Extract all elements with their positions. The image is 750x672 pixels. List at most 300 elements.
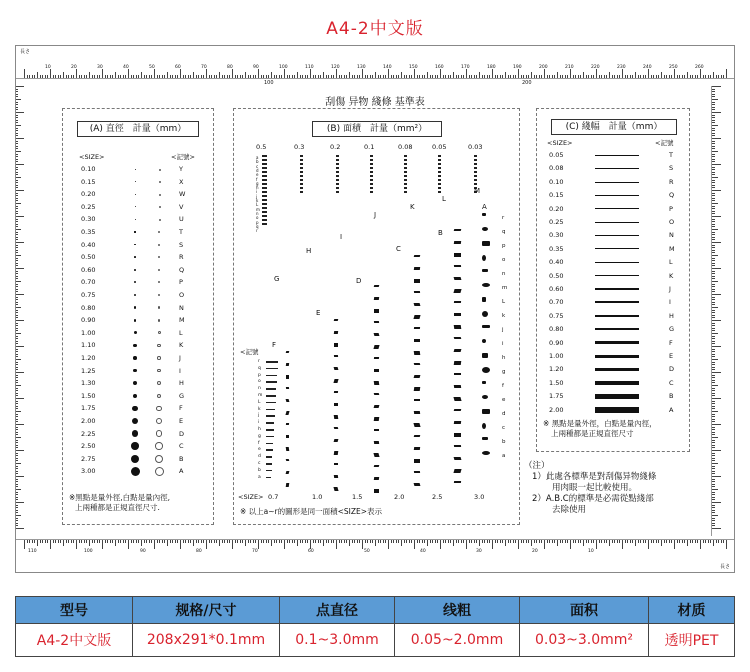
ruler-tick: [599, 540, 600, 543]
ruler-tick: [216, 75, 217, 78]
ruler-tick: [16, 172, 18, 173]
ruler-tick: [331, 540, 332, 543]
ruler-tick: [712, 276, 715, 277]
ruler-tick: [712, 398, 721, 399]
black-dot: [135, 169, 136, 170]
area-mark: [414, 255, 421, 257]
ruler-tick: [60, 540, 61, 543]
size-label: <SIZE>: [238, 493, 264, 501]
ruler-tick: [456, 75, 457, 78]
area-mark: [474, 163, 477, 165]
ruler-tick: [712, 187, 715, 188]
ruler-right: [711, 86, 734, 536]
ruler-tick: [16, 445, 18, 446]
ruler-tick: [16, 226, 18, 227]
area-mark: [374, 441, 379, 444]
ruler-tick: [16, 146, 18, 147]
size-value: 0.75: [81, 291, 96, 299]
ruler-tick: [614, 540, 615, 543]
ruler-tick: [97, 540, 98, 543]
ruler-label: 240: [643, 65, 652, 70]
ruler-tick: [638, 75, 639, 78]
area-mark: [482, 395, 488, 399]
area-mark: [286, 399, 290, 402]
area-mark: [474, 171, 477, 173]
ruler-tick: [118, 75, 119, 78]
ruler-tick: [37, 72, 38, 78]
ruler-tick: [84, 540, 85, 543]
ruler-tick: [630, 540, 631, 543]
ruler-tick: [521, 75, 522, 78]
ruler-tick: [16, 408, 18, 409]
ruler-tick: [721, 75, 722, 78]
ruler-tick: [16, 432, 18, 433]
ruler-tick: [315, 540, 316, 543]
ruler-tick: [495, 540, 496, 543]
ruler-tick: [712, 135, 715, 136]
ruler-tick: [318, 75, 319, 78]
ruler-tick: [712, 278, 715, 279]
ruler-tick: [588, 75, 589, 78]
code-value: E: [179, 417, 184, 425]
ruler-tick: [55, 75, 56, 78]
ruler-tick: [263, 540, 264, 543]
area-mark: [374, 357, 379, 359]
ruler-tick: [544, 69, 545, 78]
corner-label: 長さ: [20, 49, 31, 55]
ruler-tick: [712, 182, 715, 183]
ruler-tick: [151, 540, 152, 543]
white-dot: [159, 219, 161, 221]
ruler-tick: [307, 540, 308, 543]
ruler-tick: [375, 540, 376, 546]
ruler-tick: [712, 328, 715, 329]
ruler-tick: [16, 271, 18, 272]
line-sample: [595, 288, 639, 290]
ruler-tick: [320, 540, 321, 543]
ruler-tick: [502, 75, 503, 78]
ruler-tick: [453, 72, 454, 78]
ruler-tick: [16, 497, 18, 498]
ruler-tick: [505, 540, 506, 546]
ruler-label: 150: [409, 65, 418, 70]
ruler-label: 10: [45, 65, 51, 70]
ruler-tick: [557, 72, 558, 78]
ruler-tick: [684, 75, 685, 78]
ruler-tick: [567, 75, 568, 78]
code-value: O: [669, 218, 675, 226]
ruler-tick: [237, 540, 238, 543]
area-mark: [262, 203, 267, 205]
line-sample: [595, 381, 639, 386]
ruler-tick: [656, 540, 657, 543]
ruler-tick: [354, 540, 355, 543]
ruler-tick: [474, 540, 475, 543]
ruler-tick: [658, 75, 659, 78]
ruler-tick: [712, 390, 715, 391]
ruler-tick: [214, 75, 215, 78]
area-mark: [262, 219, 267, 221]
ruler-tick: [352, 540, 353, 543]
code-value: Q: [669, 191, 675, 200]
ruler-label: 20: [532, 549, 538, 554]
area-mark: [334, 343, 338, 347]
area-mark: [262, 207, 267, 209]
sub-letter: r: [502, 215, 505, 221]
area-mark: [262, 155, 267, 157]
ruler-tick: [71, 75, 72, 78]
ruler-tick: [76, 69, 77, 78]
ruler-tick: [323, 72, 324, 78]
ruler-tick: [279, 75, 280, 78]
ruler-tick: [712, 432, 715, 433]
ruler-tick: [712, 349, 715, 350]
area-mark: [414, 471, 420, 473]
ruler-tick: [105, 540, 106, 543]
spec-header: 点直径: [280, 597, 395, 624]
area-mark: [370, 183, 373, 185]
ruler-tick: [112, 540, 113, 543]
ruler-tick: [71, 540, 72, 543]
ruler-tick: [388, 69, 389, 78]
area-size: 1.5: [352, 493, 363, 501]
ruler-tick: [16, 297, 18, 298]
area-mark: [413, 315, 420, 319]
ruler-tick: [16, 429, 18, 430]
ruler-tick: [712, 408, 715, 409]
black-dot: [132, 406, 137, 411]
code-value: M: [179, 316, 185, 325]
ruler-tick: [261, 540, 262, 543]
ruler-tick: [445, 540, 446, 543]
area-mark: [474, 155, 477, 157]
ruler-tick: [712, 395, 715, 396]
ruler-tick: [692, 540, 693, 543]
area-size: 1.0: [312, 493, 323, 501]
ruler-tick: [157, 75, 158, 78]
size-value: 0.80: [549, 325, 564, 334]
area-mark: [482, 451, 490, 455]
ruler-tick: [354, 75, 355, 78]
ruler-tick: [396, 75, 397, 78]
ruler-tick: [159, 75, 160, 78]
ruler-tick: [196, 75, 197, 78]
area-mark: [482, 269, 488, 272]
ruler-tick: [16, 450, 24, 451]
ruler-tick: [287, 75, 288, 78]
ruler-tick: [242, 540, 243, 543]
ruler-tick: [16, 273, 18, 274]
ruler-tick: [16, 523, 18, 524]
ruler-tick: [489, 75, 490, 78]
sub-letter: f: [502, 383, 504, 389]
ruler-tick: [281, 75, 282, 78]
ruler-tick: [16, 330, 18, 331]
ruler-tick: [712, 141, 715, 142]
size-value: 2.50: [81, 442, 96, 451]
area-mark: [414, 279, 420, 283]
area-mark: [370, 167, 373, 169]
area-mark: [285, 411, 289, 415]
ruler-tick: [712, 211, 715, 212]
ruler-tick: [170, 75, 171, 78]
area-mark: [266, 415, 275, 417]
area-mark: [474, 175, 477, 177]
sub-letter: L: [258, 399, 261, 405]
ruler-tick: [723, 75, 724, 78]
ruler-tick: [443, 540, 444, 543]
ruler-tick: [547, 540, 548, 543]
ruler-tick: [712, 442, 715, 443]
ruler-tick: [712, 458, 715, 459]
ruler-tick: [149, 540, 150, 543]
area-mark: [482, 311, 488, 317]
ruler-tick: [474, 75, 475, 78]
ruler-tick: [16, 375, 18, 376]
area-mark: [300, 175, 303, 177]
ruler-tick: [84, 75, 85, 78]
ruler-tick: [16, 401, 18, 402]
sub-letter: o: [258, 379, 261, 385]
area-mark: [414, 363, 421, 365]
ruler-tick: [302, 540, 303, 543]
ruler-tick: [16, 395, 18, 396]
ruler-tick: [565, 540, 566, 543]
area-size: 0.03: [468, 143, 483, 151]
ruler-tick: [37, 540, 38, 546]
ruler-tick: [712, 505, 715, 506]
line-sample: [595, 328, 639, 330]
area-mark: [414, 327, 420, 329]
ruler-tick: [492, 69, 493, 78]
ruler-tick: [180, 540, 181, 549]
ruler-tick: [466, 540, 467, 549]
ruler-tick: [712, 297, 715, 298]
ruler-tick: [232, 69, 233, 78]
code-value: A: [179, 467, 184, 476]
ruler-tick: [726, 540, 727, 549]
ruler-tick: [235, 540, 236, 543]
ruler-tick: [712, 229, 718, 230]
ruler-tick: [146, 75, 147, 78]
area-mark: [482, 437, 488, 440]
ruler-tick: [712, 468, 715, 469]
area-mark: [300, 155, 303, 157]
ruler-tick: [253, 540, 254, 543]
sub-letter: f: [256, 176, 258, 182]
ruler-tick: [716, 75, 717, 78]
black-dot: [135, 219, 136, 220]
ruler-tick: [237, 75, 238, 78]
ruler-tick: [669, 75, 670, 78]
ruler-tick: [365, 75, 366, 78]
ruler-tick: [617, 540, 618, 543]
area-mark: [336, 155, 339, 157]
ruler-tick: [16, 216, 24, 217]
area-mark: [370, 191, 373, 193]
ruler-tick: [63, 72, 64, 78]
white-dot: [158, 294, 160, 296]
area-mark: [414, 435, 421, 437]
ruler-left: [16, 86, 26, 536]
ruler-tick: [712, 190, 721, 191]
ruler-tick: [580, 75, 581, 78]
ruler-tick: [16, 219, 18, 220]
ruler-tick: [695, 75, 696, 78]
ruler-tick: [443, 75, 444, 78]
group-letter: M: [474, 187, 481, 195]
area-mark: [334, 427, 339, 429]
ruler-tick: [712, 434, 715, 435]
ruler-tick: [16, 156, 18, 157]
ruler-tick: [712, 440, 715, 441]
ruler-tick: [201, 75, 202, 78]
ruler-tick: [398, 75, 399, 78]
ruler-tick: [712, 203, 718, 204]
ruler-tick: [276, 75, 277, 78]
code-value: R: [669, 177, 674, 186]
ruler-tick: [712, 286, 715, 287]
white-dot: [158, 256, 160, 258]
ruler-tick: [66, 75, 67, 78]
ruler-tick: [671, 540, 672, 543]
sub-letter: k: [258, 406, 261, 412]
ruler-tick: [16, 159, 18, 160]
area-mark: [266, 381, 277, 383]
panel-c-note: ※ 黑點是量外徑，白點是量內徑， 上兩種都是正規直徑尺寸: [543, 419, 657, 438]
ruler-tick: [380, 75, 381, 78]
code-value: J: [179, 354, 181, 362]
ruler-tick: [16, 414, 18, 415]
code-value: B: [669, 392, 674, 401]
ruler-tick: [471, 75, 472, 78]
ruler-tick: [627, 75, 628, 78]
black-dot: [134, 256, 136, 258]
ruler-tick: [712, 177, 718, 178]
ruler-tick: [712, 169, 715, 170]
ruler-tick: [16, 310, 18, 311]
ruler-tick: [107, 540, 108, 543]
area-mark: [404, 171, 407, 173]
ruler-tick: [549, 540, 550, 543]
ruler-tick: [712, 450, 721, 451]
ruler-tick: [712, 333, 718, 334]
ruler-tick: [677, 75, 678, 78]
area-mark: [266, 361, 278, 363]
area-mark: [262, 191, 267, 193]
area-mark: [474, 167, 477, 169]
size-value: 2.75: [81, 454, 96, 463]
spec-header: 面积: [520, 597, 649, 624]
panel-b: [233, 108, 520, 525]
ruler-tick: [284, 540, 285, 549]
ruler-label: 40: [123, 65, 129, 70]
ruler-tick: [712, 130, 715, 131]
ruler-tick: [209, 540, 210, 543]
size-value: 1.50: [549, 378, 564, 387]
code-value: Q: [179, 265, 185, 274]
ruler-tick: [622, 540, 623, 549]
ruler-tick: [344, 540, 345, 543]
ruler-tick: [16, 130, 18, 131]
white-dot: [158, 306, 160, 308]
panel-a-note: ※黑點是量外徑,白點是量內徑, 上兩種都是正規直徑尺寸.: [69, 493, 171, 512]
ruler-tick: [396, 540, 397, 543]
ruler-tick: [42, 540, 43, 543]
area-mark: [374, 285, 380, 287]
ruler-tick: [508, 75, 509, 78]
area-mark: [266, 402, 276, 404]
scale-sheet: [15, 45, 735, 573]
ruler-tick: [712, 289, 715, 290]
ruler-tick: [378, 75, 379, 78]
ruler-tick: [588, 540, 589, 543]
ruler-tick: [404, 540, 405, 543]
size-value: 1.75: [549, 392, 564, 401]
ruler-tick: [367, 540, 368, 543]
ruler-tick: [712, 372, 721, 373]
ruler-tick: [16, 294, 24, 295]
size-value: 0.40: [549, 258, 564, 267]
ruler-tick: [656, 75, 657, 78]
area-mark: [404, 163, 407, 165]
ruler-tick: [712, 117, 715, 118]
ruler-tick: [16, 141, 18, 142]
ruler-tick: [159, 540, 160, 543]
area-mark: [334, 415, 339, 419]
code-value: L: [179, 328, 183, 337]
ruler-tick: [365, 540, 366, 543]
ruler-tick: [125, 540, 126, 543]
ruler-tick: [712, 385, 718, 386]
line-sample: [595, 222, 639, 223]
ruler-label: 90: [140, 549, 146, 554]
sub-letter: e: [258, 447, 261, 453]
ruler-tick: [362, 540, 363, 549]
ruler-tick: [313, 540, 314, 543]
size-value: 0.40: [81, 240, 96, 249]
panel-c-head: (C) 綫幅 計量（mm）: [551, 119, 677, 135]
ruler-tick: [102, 540, 103, 549]
ruler-tick: [712, 260, 715, 261]
ruler-tick: [16, 206, 18, 207]
ruler-tick: [712, 463, 718, 464]
ruler-tick: [378, 540, 379, 543]
ruler-tick: [712, 401, 715, 402]
area-mark: [414, 483, 421, 486]
code-value: S: [179, 240, 184, 249]
ruler-tick: [222, 540, 223, 543]
ruler-tick: [687, 540, 688, 546]
white-dot: [159, 206, 161, 208]
area-mark: [373, 453, 379, 457]
ruler-tick: [341, 540, 342, 543]
ruler-tick: [16, 476, 24, 477]
ruler-tick: [125, 75, 126, 78]
ruler-tick: [712, 429, 715, 430]
ruler-tick: [16, 263, 18, 264]
ruler-tick: [712, 226, 715, 227]
ruler-tick: [162, 540, 163, 543]
ruler-tick: [274, 75, 275, 78]
ruler-label: 230: [617, 65, 626, 70]
ruler-tick: [526, 75, 527, 78]
ruler-tick: [609, 540, 610, 546]
code-value: X: [179, 177, 184, 186]
ruler-tick: [16, 242, 24, 243]
area-mark: [438, 155, 441, 157]
ruler-tick: [305, 75, 306, 78]
